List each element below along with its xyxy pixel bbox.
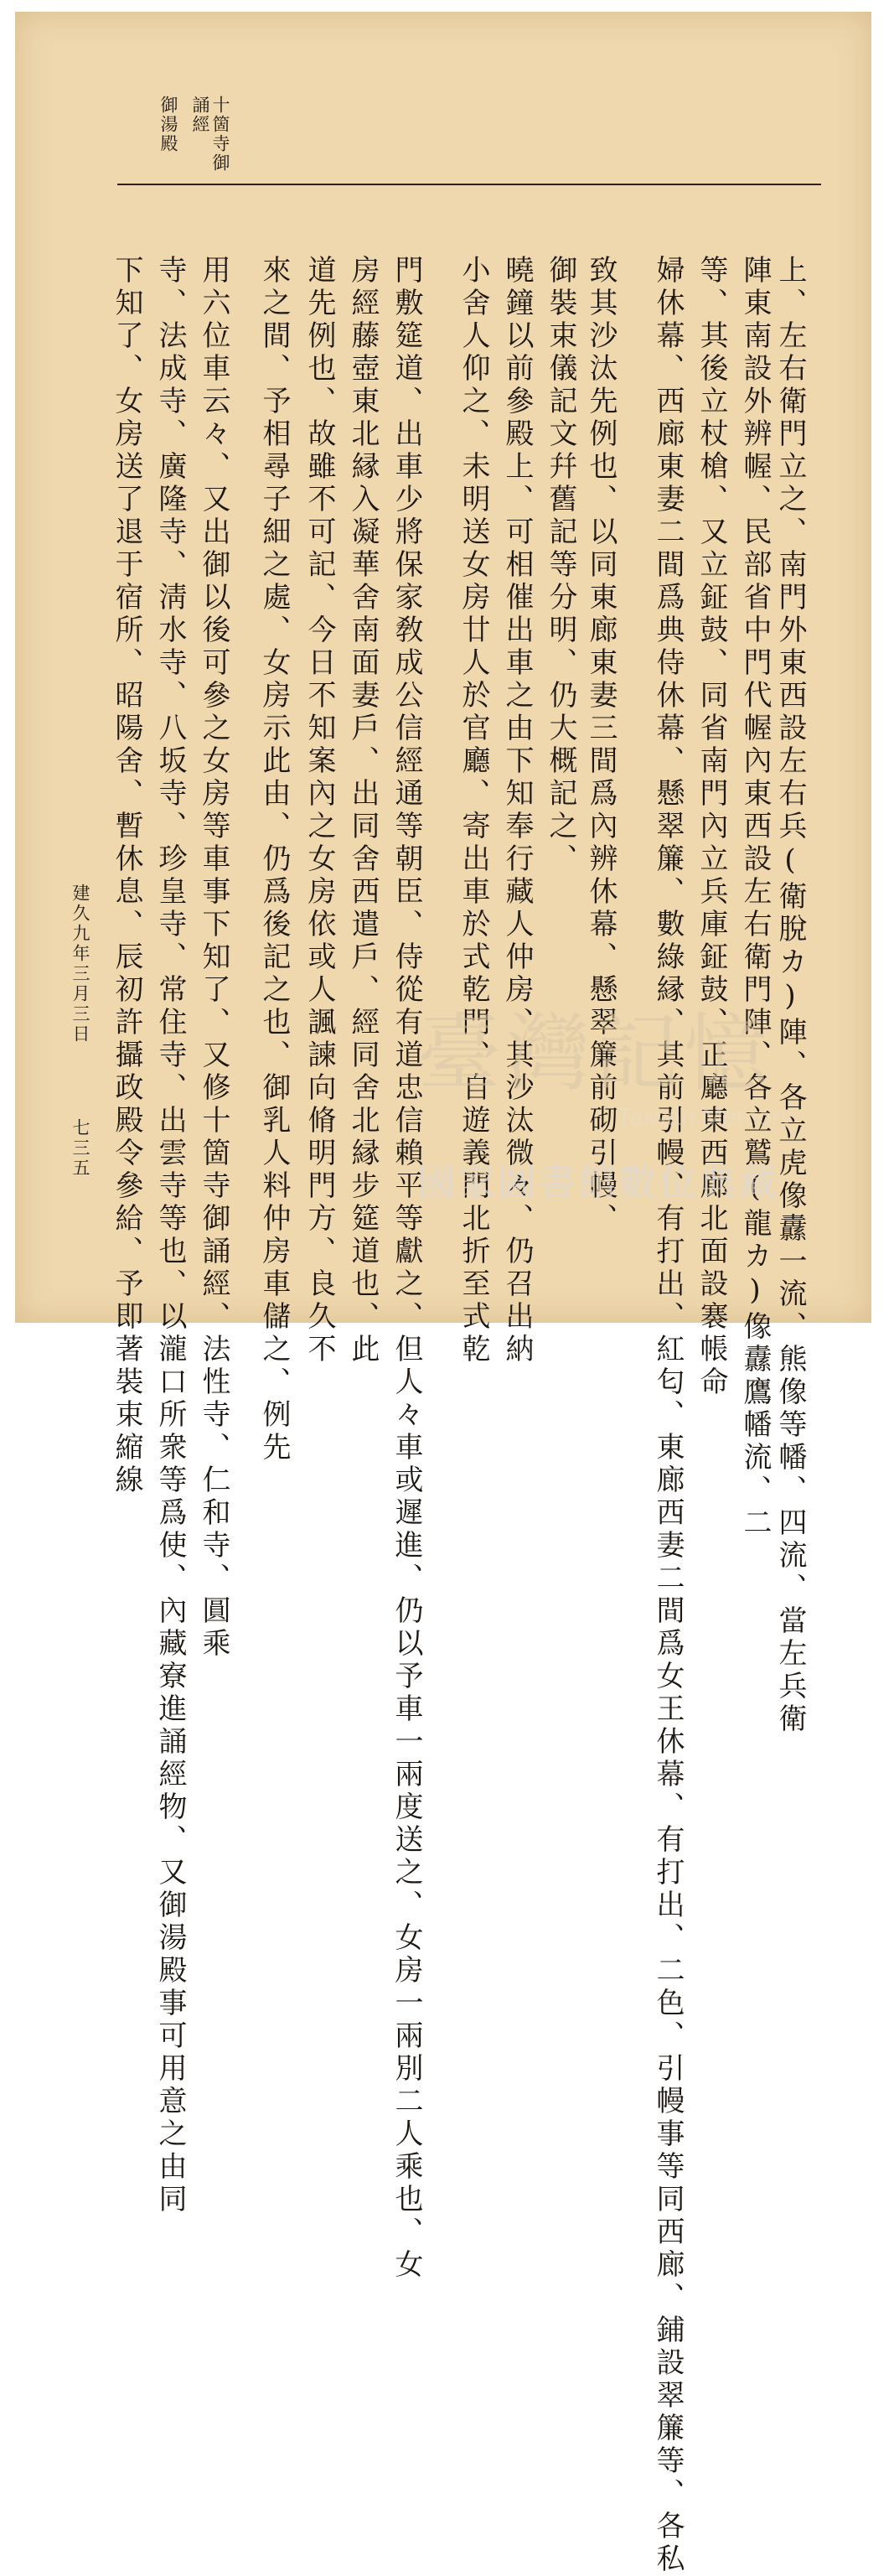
margin-heading-2: 誦經 [190, 96, 210, 134]
text-column-15: 下知了、女房送了退于宿所、昭陽舍、暫休息、辰初許攝政殿令參給、予即著裝束縮線 [110, 255, 143, 1497]
text-column-8: 小舍人仰之、未明送女房廿人於官廳、寄出車於式乾門、自遊義門北折至式乾 [457, 255, 490, 1366]
watermark-large: 臺灣記憶 [417, 1004, 773, 1102]
watermark [417, 986, 836, 1212]
text-column-11: 道先例也、故雖不可記、今日不知案內之女房依或人諷諫向脩明門方、良久不 [302, 255, 336, 1366]
text-column-5: 致其沙汰先例也、以同東廊東妻三間爲內辨休幕、懸翠簾前砌引幔、 [584, 255, 618, 1236]
text-column-1: 上、左右衛門立之、南門外東西設左右兵(衛脫カ)陣、各立虎像纛一流、熊像等幡、四流、當左兵衛 [773, 255, 807, 1736]
margin-heading-3: 御湯殿 [158, 96, 178, 153]
text-column-14: 寺、法成寺、廣隆寺、淸水寺、八坂寺、珍皇寺、常住寺、出雲寺等也、以瀧口所衆等爲使、內藏寮進誦經物、又御湯殿事可用意之由同 [153, 255, 187, 2216]
header-rule [117, 184, 821, 185]
page-number: 七三五 [70, 1118, 90, 1179]
text-column-4: 婦休幕、西廊東妻二間爲典侍休幕、懸翠簾、數綠縁、其前引幔、有打出、紅匂、東廊西妻二間爲女王休幕、有打出、二色、引幔事等同西廊、鋪設翠簾等、各私 [651, 255, 685, 2576]
text-column-3: 等、其後立杖槍、又立鉦鼓、同省南門內立兵庫鉦鼓、正廳東西廊北面設褰帳命 [695, 255, 728, 1399]
text-column-7: 曉鐘以前參殿上、可相催出車之由下知奉行藏人仲房、其沙汰微々、仍召出納 [500, 255, 534, 1366]
margin-heading-1: 十箇寺御 [210, 96, 230, 173]
text-column-13: 用六位車云々、又出御以後可參之女房等車事下知了、又修十箇寺御誦經、法性寺、仁和寺、圓乘 [197, 255, 230, 1661]
book-page [15, 12, 871, 2576]
text-column-12: 來之間、予相尋子細之處、女房示此由、仍爲後記之也、御乳人料仲房車儲之、例先 [257, 255, 291, 1464]
text-column-6: 御裝束儀記文幷舊記等分明、仍大概記之、 [544, 255, 577, 876]
text-column-2: 陣東南設外辨幄、民部省中門代幄內東西設左右衛門陣、各立鷲(龍カ)像纛鷹幡流、二 [738, 255, 772, 1540]
footer-date: 建久九年三月三日 [70, 884, 90, 1044]
text-column-10: 房經藤壺東北縁入凝華舍南面妻戶、出同舍西遣戶、經同舍北縁步筵道也、此 [346, 255, 380, 1366]
watermark-library: 國家圖書館數位典藏 [417, 1160, 780, 1205]
text-column-9: 門敷筵道、出車少將保家敎成公信經通等朝臣、侍從有道忠信賴平等獻之、但人々車或遲進、仍以予車一兩度送之、女房一兩別二人乘也、女 [390, 255, 423, 2282]
watermark-english: Taiwan Memory [617, 1103, 793, 1131]
